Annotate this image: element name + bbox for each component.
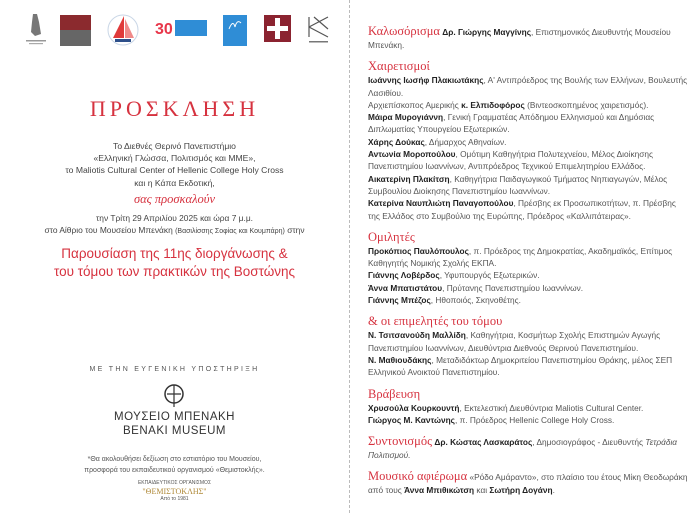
intro-line: «Ελληνική Γλώσσα, Πολιτισμός και ΜΜΕ», [93,153,256,164]
university-ioannina-logo [23,12,49,46]
section-heading: Μουσικό αφιέρωμα [368,469,468,484]
partner-logos [15,12,335,48]
person-name: Μάιρα Μυρογιάννη [368,112,444,123]
program [368,24,688,505]
note-line: *Θα ακολουθήσει δεξίωση στο εστιατόριο του Μουσείου, [87,456,262,463]
person-role: , Επιστημονικός Διευθυντής Μουσείου Μπενάκη. [368,27,671,50]
person-name: Γιώργος Μ. Καντώνης [368,414,455,425]
entry-prefix: Αρχιεπίσκοπος Αμερικής [368,99,462,110]
person-name: κ. Ελπιδοφόρος [461,99,525,110]
person-role: , Πρέσβης εκ Προσωπικοτήτων, π. Πρέσβης της Ελλάδος στο Συμβούλιο της Ευρώπης, Πρόεδρος «Καλλιπάτειρας». [368,198,676,221]
note-line: προσφορά του εκπαιδευτικού οργανισμού «Θεμιστοκλής». [84,466,265,474]
person-role: , π. Πρόεδρος της Δημοκρατίας, Ακαδημαϊκός, Επίτιμος Καθηγητής Νομικής Σχολής ΕΚΠΑ. [368,245,673,269]
museum-name-english: BENAKI MUSEUM [123,425,226,437]
person-name: Γιάννης Λοβέρδος [368,270,440,281]
benaki-museum-name [0,410,349,438]
program-section [368,59,688,222]
section-heading: Καλωσόρισμα [368,24,440,38]
person-name: Δρ. Κώστας Λασκαράτος [434,437,533,448]
person-name: Ιωάννης Ιωσήφ Πλακιωτάκης [368,75,484,86]
program-section [368,314,688,378]
page-title: ΠΡΟΣΚΛΗΣΗ [89,96,260,121]
program-entry [368,434,688,461]
program-entry [368,402,688,414]
person-role: , Μεταδιδάκτωρ Δημοκριτείου Πανεπιστημίου Θράκης, μέλος ΣΕΠ Ελληνικού Ανοικτού Πανεπιστημίου. [368,354,673,378]
program-entry [368,354,688,379]
person-name: Χάρης Δούκας [368,136,425,147]
date-line: την Τρίτη 29 Απριλίου 2025 και ώρα 7 μ.μ. [96,213,253,223]
date-venue [0,212,349,238]
kapa-ekdotiki-logo [306,15,331,45]
invitation-cover [0,0,349,513]
intro-line: και η Κάπα Εκδοτική, [134,177,215,188]
program-section [368,387,688,427]
person-role: , π. Πρόεδρος Hellenic College Holy Cross. [454,414,615,425]
program-entry [368,148,688,173]
person-role: , Καθηγήτρια, Κοσμήτωρ Σχολής Επιστημών Αγωγής Πανεπιστημίου Ιωαννίνων, Διευθύντρια Διεθνούς Θερινού Πανεπιστημίου. [368,330,661,353]
organizers-text [0,140,349,189]
program-section [368,230,688,306]
person-name: Κατερίνα Ναυπλιώτη Παναγοπούλου [368,198,514,209]
person-role: , Δημοσιογράφος - Διευθυντής [532,437,646,448]
person-role: και [474,485,490,496]
person-name: Ν. Τσιτσανούδη Μαλλίδη [368,330,466,341]
person-role: , Γενική Γραμματέας Απόδημου Ελληνισμού και Δημόσιας Διπλωματίας Υπουργείου Εξωτερικών. [368,112,655,135]
program-entry [368,99,688,111]
person-name: Άννα Μπιθικώτση [404,485,475,496]
program-entry [368,269,688,281]
program-entry [368,245,688,270]
intro-line: το Maliotis Cultural Center of Hellenic College Holy Cross [65,165,284,176]
museum-name-greek: ΜΟΥΣΕΙΟ ΜΠΕΝΑΚΗ [114,411,235,423]
entry-suffix: . [552,485,555,496]
entry-prefix: «Ρόδο Αμάραντο», στο πλαίσιο του έτους Μίκη Θεοδωράκη από τους [368,472,688,496]
person-role: , Ομότιμη Καθηγήτρια Πολυτεχνείου, Μέλος Διοίκησης Πανεπιστημίου Ιωαννίνων, Αντιπρόεδρος Τεχνικού Επιμελητηρίου Ελλάδος. [368,149,653,172]
person-name: Ν. Μαθιουδάκης [368,354,432,365]
benaki-museum-emblem [161,383,187,409]
person-role: , Εκτελεστική Διευθύντρια Maliotis Cultural Center. [459,402,644,413]
program-entry [368,414,688,426]
person-name: Αντωνία Μοροπούλου [368,149,456,160]
person-role: (Βιντεοσκοπημένος χαιρετισμός). [524,99,649,110]
program-entry [368,111,688,136]
maliotis-center-logo [60,15,91,46]
themis-top: ΕΚΠΑΙΔΕΥΤΙΚΟΣ ΟΡΓΑΝΙΣΜΟΣ [137,480,212,486]
reception-note [0,455,349,476]
themistoklis-logo [0,480,349,503]
person-name: Δρ. Γιώργης Μαγγίνης [442,27,532,37]
program-entry [368,294,688,306]
event-title-line: Παρουσίαση της 11ης διοργάνωσης & [61,246,288,261]
person-role: , Δήμαρχος Αθηναίων. [424,136,507,147]
program-section [368,434,688,461]
venue: στο Αίθριο του Μουσείου Μπενάκη [44,225,173,236]
section-heading: Βράβευση [368,386,421,401]
svg-text:30: 30 [155,21,173,38]
program-entry [368,136,688,148]
person-name: Χρυσούλα Κουρκουντή [368,402,460,413]
section-heading: Χαιρετισμοί [368,59,430,74]
event-title-line: του τόμου των πρακτικών της Βοστώνης [53,264,296,279]
venue-suffix: στην [287,225,305,236]
person-name: Άννα Μπατιστάτου [368,282,443,293]
person-role: , Α' Αντιπρόεδρος της Βουλής των Ελλήνων, Βουλευτής Λασιθίου. [368,75,688,98]
program-entry [368,173,688,198]
program-entry [368,469,688,496]
venue-line [0,224,349,238]
section-heading: Συντονισμός [368,434,433,449]
sailboat-logo [107,13,139,46]
person-name: Προκόπιος Παυλόπουλος [368,245,469,256]
program-entry [368,74,688,99]
person-role: , Ηθοποιός, Σκηνοθέτης. [430,295,521,306]
venue-address: (Βασιλίσσης Σοφίας και Κουμπάρη) [175,228,285,236]
program-entry [368,197,688,222]
person-name: Αικατερίνη Πλακίτση [368,173,450,184]
program-entry [368,282,688,294]
person-role: , Πρύτανης Πανεπιστημίου Ιωαννίνων. [442,282,584,293]
themis-sub: Από το 1981 [160,496,189,502]
event-title [0,245,349,281]
person-role: , Υφυπουργός Εξωτερικών. [439,270,540,281]
program-entry [368,329,688,354]
30-years-school-logo [155,18,207,38]
themis-brand: "ΘΕΜΙΣΤΟΚΛΗΣ" [142,487,207,496]
person-name: Γιάννης Μπέζος [368,295,431,306]
holy-cross-logo [264,15,291,42]
publication-name: Τετράδια Πολιτισμού. [368,437,678,461]
program-entry [368,24,688,51]
person-name: Σωτήρη Δογάνη [489,485,553,496]
fold-divider [349,0,350,513]
invite-text: σας προσκαλούν [133,192,216,206]
program-section [368,24,688,51]
program-section [368,469,688,496]
section-heading: Ομιλητές [368,229,415,244]
person-role: , Καθηγήτρια Παιδαγωγικού Τμήματος Νηπιαγωγών, Μέλος Συμβουλίου Διοίκησης Πανεπιστημίου Ιωαννίνων. [368,173,668,196]
maliotis-logo [223,15,247,46]
intro-line: Το Διεθνές Θερινό Πανεπιστήμιο [113,141,236,151]
support-label: ΜΕ ΤΗΝ ΕΥΓΕΝΙΚΗ ΥΠΟΣΤΗΡΙΞΗ [89,366,260,373]
section-heading: & οι επιμελητές του τόμου [368,314,503,329]
